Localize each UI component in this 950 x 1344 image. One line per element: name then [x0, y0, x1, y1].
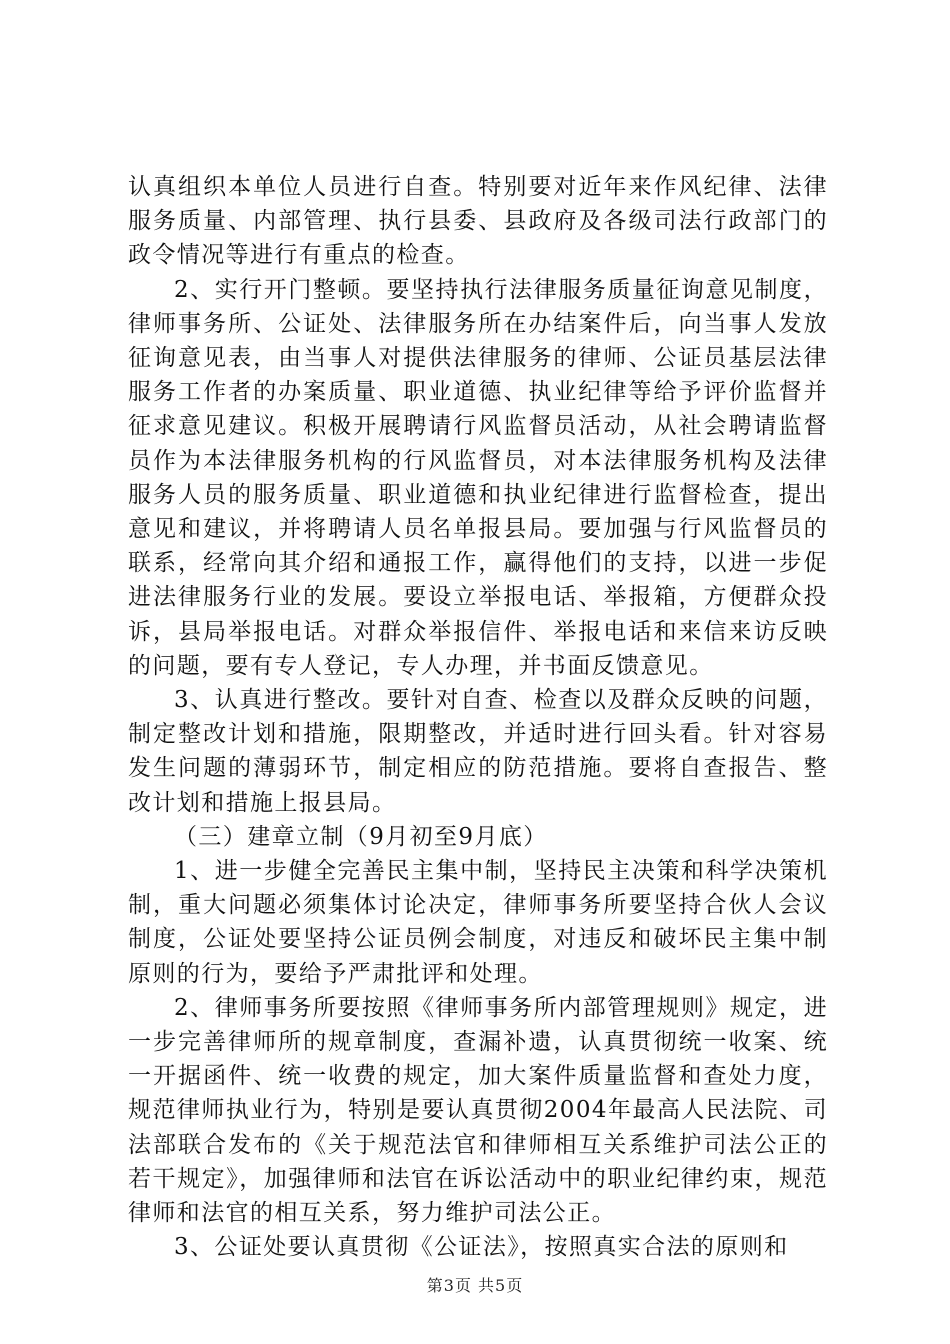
paragraph-5: 2、律师事务所要按照《律师事务所内部管理规则》规定，进一步完善律师所的规章制度，查漏补遗，认真贯彻统一收案、统一开据函件、统一收费的规定，加大案件质量监督和查处力度，规范律师执业行为，特别是要认真贯彻2004年最高人民法院、司法部联合发布的《关于规范法官和律师相互关系维护司法公正的若干规定》，加强律师和法官在诉讼活动中的职业纪律约束，规范律师和法官的相互关系，努力维护司法公正。	[128, 994, 828, 1227]
document-body	[128, 170, 828, 1265]
section-heading: （三）建章立制（9月初至9月底）	[174, 823, 548, 850]
paragraph-1: 认真组织本单位人员进行自查。特别要对近年来作风纪律、法律服务质量、内部管理、执行县委、县政府及各级司法行政部门的政令情况等进行有重点的检查。	[128, 174, 828, 269]
paragraph-4: 1、进一步健全完善民主集中制，坚持民主决策和科学决策机制，重大问题必须集体讨论决定，律师事务所要坚持合伙人会议制度，公证处要坚持公证员例会制度，对违反和破坏民主集中制原则的行为，要给予严肃批评和处理。	[128, 858, 828, 987]
paragraph-3: 3、认真进行整改。要针对自查、检查以及群众反映的问题，制定整改计划和措施，限期整改，并适时进行回头看。针对容易发生问题的薄弱环节，制定相应的防范措施。要将自查报告、整改计划和措施上报县局。	[128, 687, 828, 816]
paragraph-6: 3、公证处要认真贯彻《公证法》，按照真实合法的原则和	[174, 1234, 789, 1261]
page-number-footer: 第3页 共5页	[426, 1276, 524, 1295]
paragraph-2: 2、实行开门整顿。要坚持执行法律服务质量征询意见制度，律师事务所、公证处、法律服务所在办结案件后，向当事人发放征询意见表，由当事人对提供法律服务的律师、公证员基层法律服务工作者的办案质量、职业道德、执业纪律等给予评价监督并征求意见建议。积极开展聘请行风监督员活动，从社会聘请监督员作为本法律服务机构的行风监督员，对本法律服务机构及法律服务人员的服务质量、职业道德和执业纪律进行监督检查，提出意见和建议，并将聘请人员名单报县局。要加强与行风监督员的联系，经常向其介绍和通报工作，赢得他们的支持，以进一步促进法律服务行业的发展。要设立举报电话、举报箱，方便群众投诉，县局举报电话。对群众举报信件、举报电话和来信来访反映的问题，要有专人登记，专人办理，并书面反馈意见。	[128, 276, 828, 679]
